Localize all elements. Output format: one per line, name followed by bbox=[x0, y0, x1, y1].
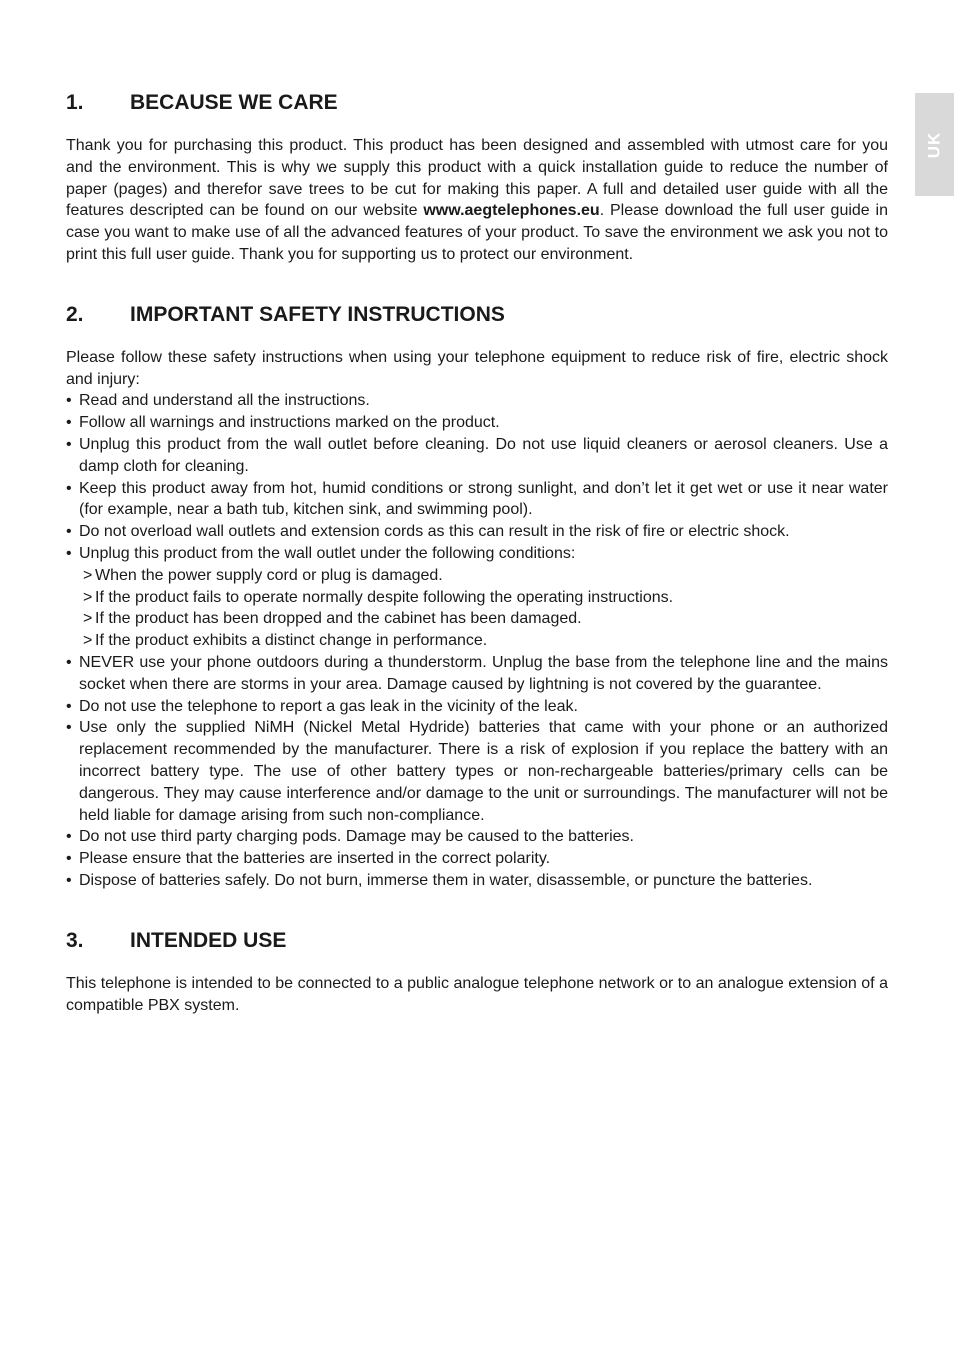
list-item: • Read and understand all the instructions. bbox=[66, 390, 888, 412]
section-number: 1. bbox=[66, 91, 84, 114]
list-item: • Unplug this product from the wall outlet before cleaning. Do not use liquid cleaners or aerosol cleaners. Use a damp cloth for cleaning. bbox=[66, 434, 888, 478]
arrow-icon: > bbox=[83, 588, 93, 606]
bullet-glyph: • bbox=[66, 697, 72, 715]
intended-use-paragraph: This telephone is intended to be connected to a public analogue telephone network or to an analogue extension of a compatible PBX system. bbox=[66, 974, 888, 1014]
section-heading-safety-instructions bbox=[66, 300, 888, 330]
list-item: • Do not use the telephone to report a gas leak in the vicinity of the leak. bbox=[66, 696, 888, 718]
language-tab bbox=[915, 93, 954, 196]
website-link[interactable]: www.aegtelephones.eu bbox=[423, 202, 600, 220]
list-item: • NEVER use your phone outdoors during a thunderstorm. Unplug the base from the telephone line and the mains socket when there are storms in your area. Damage caused by lightning is not covered by the guarantee. bbox=[66, 652, 888, 696]
bullet-glyph: • bbox=[66, 392, 72, 410]
language-tab-label: UK bbox=[924, 131, 944, 158]
list-item: • Unplug this product from the wall outlet under the following conditions: > When the power supply cord or plug is damaged. > If the product fails to operate normally despite following the operating instructions. > If the product has been dropped and the cabinet has been damaged. > If the product exhibits a distinct change in performance. bbox=[66, 543, 888, 652]
arrow-icon: > bbox=[83, 610, 93, 628]
bullet-glyph: • bbox=[66, 828, 72, 846]
section-title: BECAUSE WE CARE bbox=[130, 91, 338, 114]
condition-item: > When the power supply cord or plug is damaged. bbox=[79, 565, 888, 587]
section-heading-because-we-care bbox=[66, 88, 888, 118]
safety-intro: Please follow these safety instructions when using your telephone equipment to reduce risk of fire, electric shock and injury: bbox=[66, 348, 888, 388]
condition-item: > If the product exhibits a distinct change in performance. bbox=[79, 630, 888, 652]
arrow-icon: > bbox=[83, 566, 93, 584]
condition-item: > If the product fails to operate normally despite following the operating instructions. bbox=[79, 587, 888, 609]
list-item: • Follow all warnings and instructions marked on the product. bbox=[66, 412, 888, 434]
bullet-glyph: • bbox=[66, 479, 72, 497]
condition-item: > If the product has been dropped and the cabinet has been damaged. bbox=[79, 608, 888, 630]
list-item: • Please ensure that the batteries are inserted in the correct polarity. bbox=[66, 848, 888, 870]
section-title: IMPORTANT SAFETY INSTRUCTIONS bbox=[130, 302, 505, 326]
bullet-glyph: • bbox=[66, 414, 72, 432]
list-item: • Use only the supplied NiMH (Nickel Metal Hydride) batteries that came with your phone or an authorized replacement recommended by the manufacturer. There is a risk of explosion if you replace the battery with an incorrect battery type. The use of other battery types or non-rechargeable batteries/primary cells can be dangerous. They may cause interference and/or damage to the unit or surroundings. The manufacturer will not be held liable for damage arising from such non-compliance. bbox=[66, 717, 888, 826]
bullet-glyph: • bbox=[66, 544, 72, 562]
bullet-glyph: • bbox=[66, 653, 72, 671]
section-heading-intended-use bbox=[66, 926, 888, 956]
bullet-glyph: • bbox=[66, 850, 72, 868]
arrow-icon: > bbox=[83, 632, 93, 650]
section-number: 2. bbox=[66, 302, 84, 326]
bullet-glyph: • bbox=[66, 871, 72, 889]
bullet-glyph: • bbox=[66, 523, 72, 541]
care-text-start: Thank you for purchasing this product. This product has been designed and assembled with utmost care for you and the environment. This is why we supply this product with a quick installation guide to reduce the number of paper (pages) and therefor save trees to be cut for making this paper. A full and detailed user guide with all the features descripted can be found on our website bbox=[66, 137, 888, 220]
list-item: • Dispose of batteries safely. Do not burn, immerse them in water, disassemble, or puncture the batteries. bbox=[66, 870, 888, 892]
bullet-glyph: • bbox=[66, 719, 72, 737]
care-paragraph bbox=[66, 135, 888, 266]
safety-list bbox=[66, 390, 888, 891]
bullet-glyph: • bbox=[66, 435, 72, 453]
care-text-end: . Please download the full user guide in case you want to make use of all the advanced features of your product. To save the environment we ask you not to print this full user guide. Thank you for supporting us to protect our environment. bbox=[66, 202, 889, 263]
list-item: • Do not overload wall outlets and extension cords as this can result in the risk of fire or electric shock. bbox=[66, 521, 888, 543]
section-title: INTENDED USE bbox=[130, 928, 287, 952]
section-number: 3. bbox=[66, 928, 84, 952]
list-item: • Do not use third party charging pods. Damage may be caused to the batteries. bbox=[66, 826, 888, 848]
list-item: • Keep this product away from hot, humid conditions or strong sunlight, and don’t let it get wet or use it near water (for example, near a bath tub, kitchen sink, and swimming pool). bbox=[66, 478, 888, 522]
page-content bbox=[66, 88, 888, 1016]
